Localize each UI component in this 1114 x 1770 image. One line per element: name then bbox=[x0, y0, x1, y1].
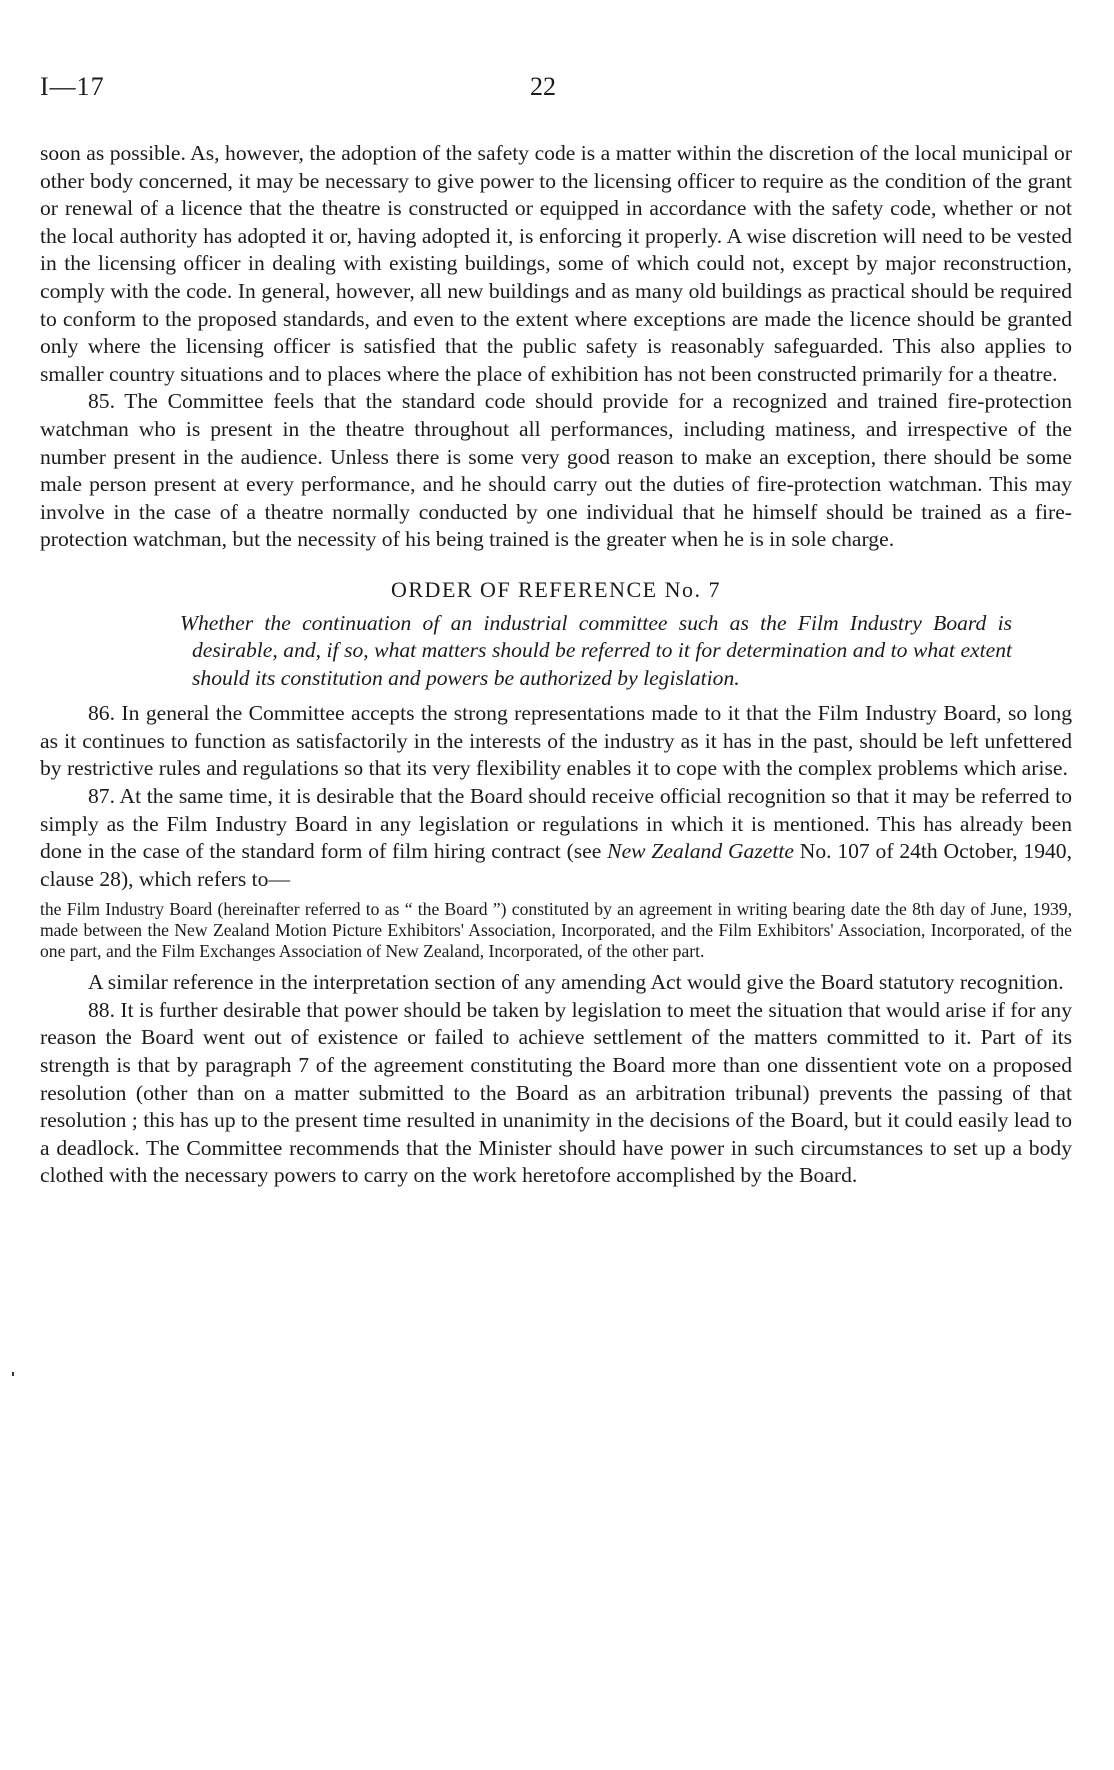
gazette-title: New Zealand Gazette bbox=[607, 839, 794, 864]
paragraph-87 bbox=[40, 783, 1072, 893]
paragraph-87-text-a: 87. At the same time, it is desirable that the Board should receive official recognition so that it may be referred to simply as the Film Industry Board in any legislation or regulations in which it is mentioned. This has already been done in the case of the standard form of film hiring contract (see bbox=[40, 784, 1072, 864]
margin-mark bbox=[12, 1372, 14, 1376]
paragraph-88: 88. It is further desirable that power should be taken by legislation to meet the situation that would arise if for any reason the Board went out of existence or failed to achieve settlement of the matters committed to it. Part of its strength is that by paragraph 7 of the agreement constituting the Board more than one dissentient vote on a proposed resolution (other than on a matter submitted to the Board as an arbitration tribunal) prevents the passing of that resolution ; this has up to the present time resulted in unanimity in the decisions of the Board, but it could easily lead to a deadlock. The Committee recommends that the Minister should have power in such circumstances to set up a body clothed with the necessary powers to carry on the work heretofore accomplished by the Board. bbox=[40, 997, 1072, 1188]
paragraph-87-text-b: No. 107 of 24th October, 1940, clause 28), which refers to— bbox=[40, 839, 1072, 891]
body-text bbox=[40, 140, 1072, 1190]
document-code: I—17 bbox=[40, 72, 105, 101]
paragraph-86: 86. In general the Committee accepts the strong representations made to it that the Film Industry Board, so long as it continues to function as satisfactorily in the interests of the industry as it has in the past, should be left unfettered by restrictive rules and regulations so that its very flexibility enables it to cope with the complex problems which arise. bbox=[40, 701, 1072, 781]
paragraph-85: 85. The Committee feels that the standard code should provide for a recognized and trained fire-protection watchman who is present in the theatre throughout all performances, including matiness, and irrespective of the number present in the audience. Unless there is some very good reason to make an exception, there should be some male person present at every performance, and he should carry out the duties of fire-protection watchman. This may involve in the case of a theatre normally conducted by one individual that he himself should be trained as a fire-protection watchman, but the necessity of his being trained is the greater when he is in sole charge. bbox=[40, 389, 1072, 552]
paragraph-87-continuation: A similar reference in the interpretation section of any amending Act would give the Board statutory recognition. bbox=[88, 970, 1064, 995]
page-header bbox=[40, 72, 1072, 112]
page-number: 22 bbox=[530, 72, 556, 101]
paragraph-84-continuation: soon as possible. As, however, the adoption of the safety code is a matter within the discretion of the local municipal or other body concerned, it may be necessary to give power to the licensing officer to require as the condition of the grant or renewal of a licence that the theatre is constructed or equipped in accordance with the safety code, whether or not the local authority has adopted it or, having adopted it, is enforcing it properly. A wise discretion will need to be vested in the licensing officer in dealing with existing buildings, some of which could not, except by major reconstruction, comply with the code. In general, however, all new buildings and as many old buildings as practical should be required to conform to the proposed standards, and even to the extent where exceptions are made the licence should be granted only where the licensing officer is satisfied that the public safety is reasonably safeguarded. This also applies to smaller country situations and to places where the place of exhibition has not been constructed primarily for a theatre. bbox=[40, 141, 1072, 386]
order-of-reference-question: Whether the continuation of an industrial committee such as the Film Industry Board is desirable, and, if so, what matters should be referred to it for determination and to what extent should its constitution and powers be authorized by legislation. bbox=[180, 610, 1012, 690]
section-heading: ORDER OF REFERENCE No. 7 bbox=[391, 576, 721, 602]
quoted-clause: the Film Industry Board (hereinafter referred to as “ the Board ”) constituted by an agreement in writing bearing date the 8th day of June, 1939, made between the New Zealand Motion Picture Exhibitors' Association, Incorporated, and the Film Exhibitors' Association, Incorporated, of the one part, and the Film Exchanges Association of New Zealand, Incorporated, of the other part. bbox=[40, 899, 1072, 961]
